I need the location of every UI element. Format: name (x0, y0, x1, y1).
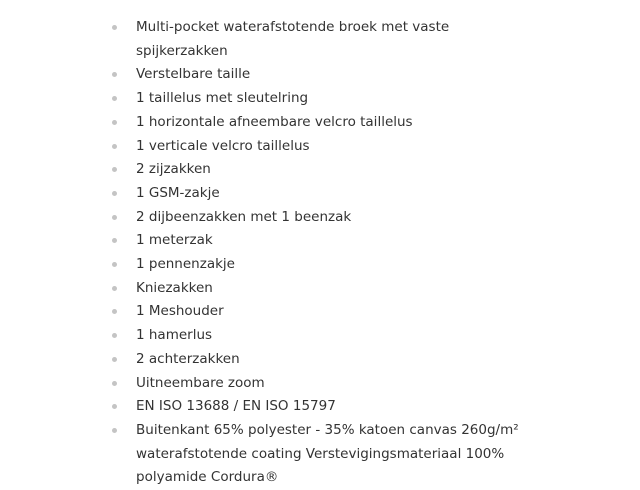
list-item (112, 253, 532, 277)
list-item-text: 1 verticale velcro taillelus (136, 137, 310, 154)
list-item (112, 206, 532, 230)
list-item (112, 277, 532, 301)
bullet-icon (112, 25, 117, 30)
list-item-text: 1 taillelus met sleutelring (136, 90, 309, 107)
list-item (112, 63, 532, 87)
list-item (112, 16, 532, 63)
list-item (112, 229, 532, 253)
list-item-text: 1 horizontale afneembare velcro taillelus (136, 113, 413, 130)
list-item (112, 419, 532, 490)
list-item-text: 1 meterzak (136, 232, 213, 249)
list-item-text: Uitneembare zoom (136, 374, 265, 391)
feature-list (112, 16, 532, 490)
list-item-text: Buitenkant 65% polyester - 35% katoen canvas 260g/m² waterafstotende coating Verstevigingsmateriaal 100% polyamide Cordura® (136, 421, 519, 486)
list-item-text: 1 pennenzakje (136, 256, 235, 273)
list-item-text: 1 hamerlus (136, 327, 213, 344)
bullet-icon (112, 428, 117, 433)
list-item (112, 182, 532, 206)
bullet-icon (112, 167, 117, 172)
list-item-text: 2 dijbeenzakken met 1 beenzak (136, 208, 352, 225)
list-item (112, 348, 532, 372)
list-item-text: 2 zijzakken (136, 161, 211, 178)
bullet-icon (112, 215, 117, 220)
list-item (112, 135, 532, 159)
bullet-icon (112, 238, 117, 243)
list-item-text: 1 Meshouder (136, 303, 224, 320)
bullet-icon (112, 72, 117, 77)
bullet-icon (112, 404, 117, 409)
bullet-icon (112, 262, 117, 267)
list-item-text: 2 achterzakken (136, 350, 240, 367)
list-item-text: Kniezakken (136, 279, 213, 296)
list-item (112, 87, 532, 111)
bullet-icon (112, 144, 117, 149)
list-item-text: 1 GSM-zakje (136, 184, 220, 201)
list-item (112, 158, 532, 182)
bullet-icon (112, 286, 117, 291)
bullet-icon (112, 309, 117, 314)
list-item (112, 324, 532, 348)
list-item-text: EN ISO 13688 / EN ISO 15797 (136, 398, 336, 415)
list-item (112, 372, 532, 396)
list-item (112, 300, 532, 324)
list-item (112, 111, 532, 135)
list-item (112, 395, 532, 419)
bullet-icon (112, 333, 117, 338)
bullet-icon (112, 381, 117, 386)
bullet-icon (112, 96, 117, 101)
bullet-icon (112, 191, 117, 196)
list-item-text: Verstelbare taille (136, 66, 251, 83)
bullet-icon (112, 120, 117, 125)
bullet-icon (112, 357, 117, 362)
list-item-text: Multi-pocket waterafstotende broek met vaste spijkerzakken (136, 19, 450, 59)
